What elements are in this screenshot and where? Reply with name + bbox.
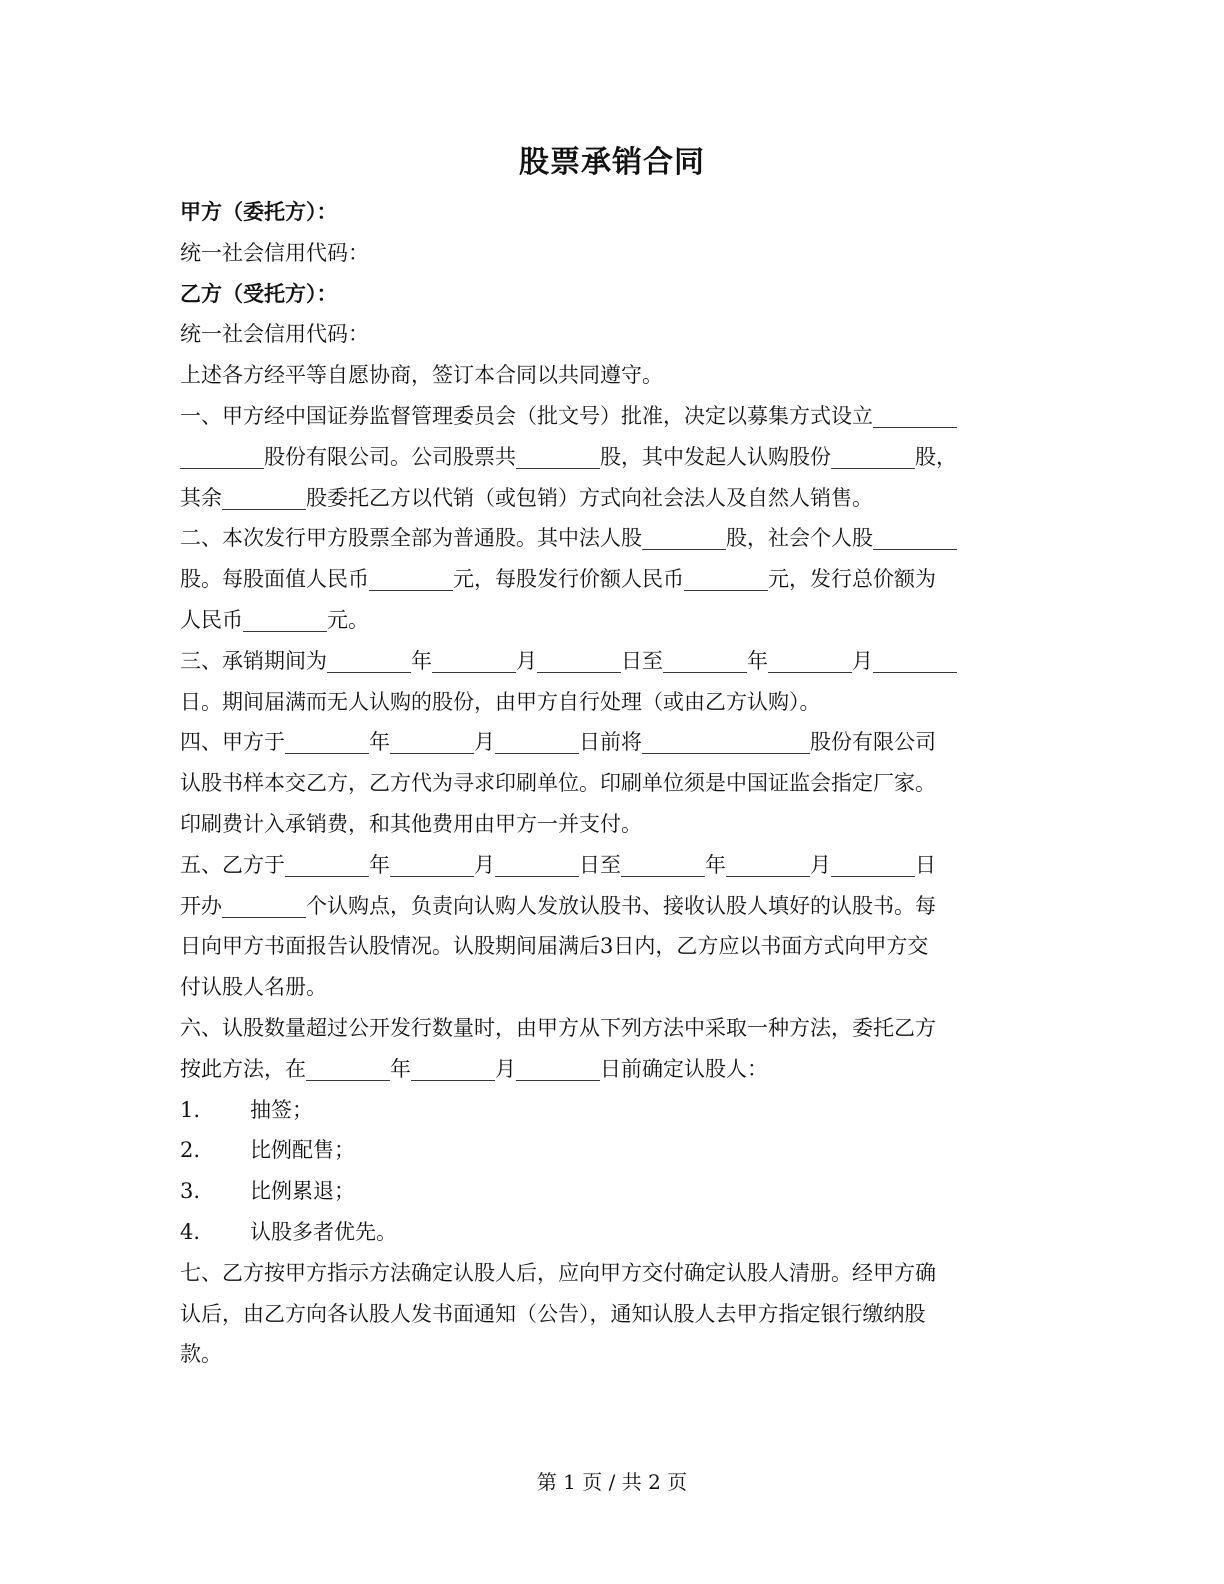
clause-line: 二、本次发行甲方股票全部为普通股。其中法人股________股，社会个人股________ <box>180 526 957 551</box>
clause-line: 按此方法，在________年________月________日前确定认股人： <box>180 1056 768 1081</box>
clause-line: ________股份有限公司。公司股票共________股，其中发起人认购股份________股， <box>180 444 957 469</box>
list-item-text: 认股多者优先。 <box>250 1219 397 1244</box>
party-b-credit-code: 统一社会信用代码： <box>180 322 369 347</box>
clause-line: 日向甲方书面报告认股情况。认股期间届满后3日内，乙方应以书面方式向甲方交 <box>180 934 929 959</box>
list-item-number: 3. <box>180 1179 201 1204</box>
clause-line: 认后，由乙方向各认股人发书面通知（公告），通知认股人去甲方指定银行缴纳股 <box>180 1301 926 1326</box>
clause-line: 人民币________元。 <box>180 607 369 632</box>
clause-line: 三、承销期间为________年________月________日至________年________月________ <box>180 648 957 673</box>
list-item <box>180 1130 1060 1171</box>
clause-line: 认股书样本交乙方，乙方代为寻求印刷单位。印刷单位须是中国证监会指定厂家。 <box>180 771 936 796</box>
page-footer: 第 1 页 / 共 2 页 <box>536 1470 688 1494</box>
list-item <box>180 1171 1060 1212</box>
clause-line: 付认股人名册。 <box>180 975 327 1000</box>
party-a-label: 甲方（委托方）： <box>180 199 338 224</box>
clause-line: 五、乙方于________年________月________日至________年________月________日 <box>180 852 936 877</box>
intro-paragraph: 上述各方经平等自愿协商，签订本合同以共同遵守。 <box>180 363 663 388</box>
clause-line: 印刷费计入承销费，和其他费用由甲方一并支付。 <box>180 811 642 836</box>
list-item-text: 抽签； <box>250 1097 313 1122</box>
clause-line: 其余________股委托乙方以代销（或包销）方式向社会法人及自然人销售。 <box>180 485 873 510</box>
clause-line: 款。 <box>180 1342 222 1367</box>
clause-line: 股。每股面值人民币________元，每股发行价额人民币________元，发行总价额为 <box>180 567 936 592</box>
list-item-number: 4. <box>180 1219 201 1244</box>
party-a-credit-code: 统一社会信用代码： <box>180 240 369 265</box>
clause-line: 开办________个认购点，负责向认购人发放认股书、接收认股人填好的认股书。每 <box>180 893 936 918</box>
clause-line: 七、乙方按甲方指示方法确定认股人后，应向甲方交付确定认股人清册。经甲方确 <box>180 1260 936 1285</box>
list-item-text: 比例累退； <box>250 1179 355 1204</box>
document-body <box>180 192 1060 1375</box>
list-item-text: 比例配售； <box>250 1138 355 1163</box>
clause-line: 四、甲方于________年________月________日前将________________股份有限公司 <box>180 730 936 755</box>
party-b-label: 乙方（受托方）： <box>180 280 338 306</box>
clause-line: 一、甲方经中国证券监督管理委员会（批文号）批准，决定以募集方式设立________ <box>180 403 957 428</box>
list-item-number: 2. <box>180 1138 201 1163</box>
list-item <box>180 1090 1060 1131</box>
clause-line: 日。期间届满而无人认购的股份，由甲方自行处理（或由乙方认购）。 <box>180 689 821 714</box>
document-title: 股票承销合同 <box>519 145 705 180</box>
list-item-number: 1. <box>180 1097 201 1122</box>
clause-line: 六、认股数量超过公开发行数量时，由甲方从下列方法中采取一种方法，委托乙方 <box>180 1015 936 1040</box>
list-item <box>180 1212 1060 1253</box>
